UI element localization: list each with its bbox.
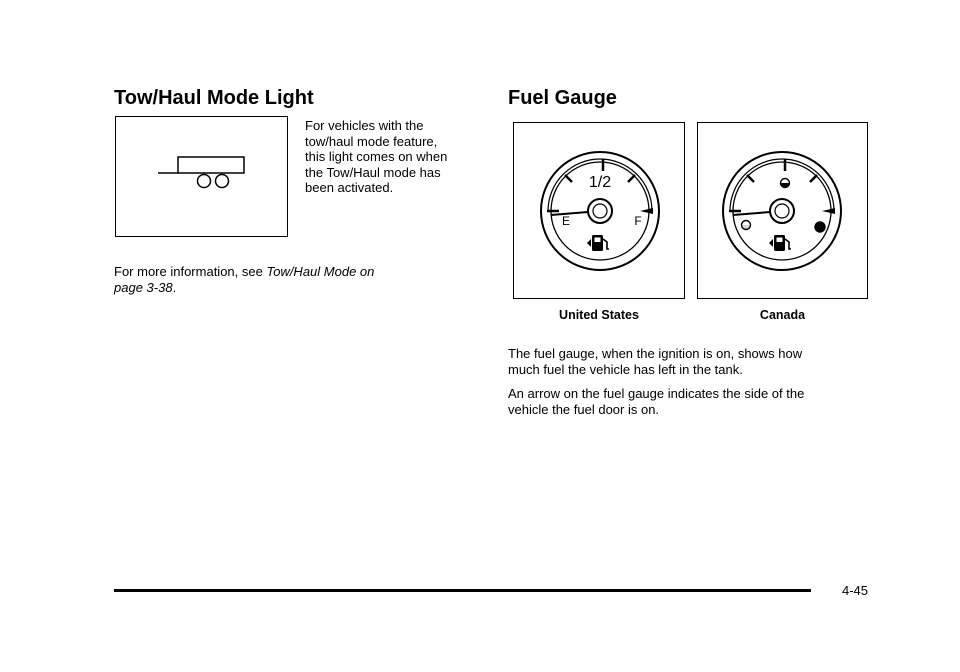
caption-canada: Canada xyxy=(759,308,806,322)
page-number: 4-45 xyxy=(842,583,869,598)
caption-united-states: United States xyxy=(559,308,639,322)
trailer-icon xyxy=(116,117,286,235)
full-label: F xyxy=(634,214,642,228)
more-info-prefix: For more information, see xyxy=(114,264,267,279)
fuel-gauge-heading: Fuel Gauge xyxy=(508,87,617,109)
fuel-gauge-canada-figure xyxy=(697,122,868,299)
tow-haul-description xyxy=(305,118,485,196)
fuel-gauge-us-dial xyxy=(514,123,683,297)
more-info-link[interactable]: Tow/Haul Mode on xyxy=(266,264,375,279)
half-label: 1/2 xyxy=(588,174,612,191)
footer-rule xyxy=(114,589,811,592)
desc-line: this light comes on when xyxy=(305,149,448,164)
fuel-gauge-para2 xyxy=(508,386,868,417)
more-info-suffix: . xyxy=(172,279,177,295)
desc-line: For vehicles with the xyxy=(305,118,424,133)
more-info-link-page[interactable]: page 3-38 xyxy=(114,279,173,295)
more-info-paragraph xyxy=(114,264,444,295)
tow-haul-heading: Tow/Haul Mode Light xyxy=(114,87,314,109)
empty-label: E xyxy=(561,214,571,228)
desc-line: tow/haul mode feature, xyxy=(305,133,438,149)
desc-line: the Tow/Haul mode has xyxy=(305,164,441,180)
tow-haul-light-figure xyxy=(115,116,288,237)
desc-line: been activated. xyxy=(305,180,394,195)
fuel-gauge-canada-dial xyxy=(698,123,866,297)
fuel-gauge-para1 xyxy=(508,346,868,377)
para-line: much fuel the vehicle has left in the tank. xyxy=(508,361,743,377)
para-line: An arrow on the fuel gauge indicates the side of the xyxy=(508,386,805,401)
para-line: vehicle the fuel door is on. xyxy=(508,401,660,417)
fuel-gauge-us-figure xyxy=(513,122,685,299)
para-line: The fuel gauge, when the ignition is on, shows how xyxy=(508,346,803,361)
